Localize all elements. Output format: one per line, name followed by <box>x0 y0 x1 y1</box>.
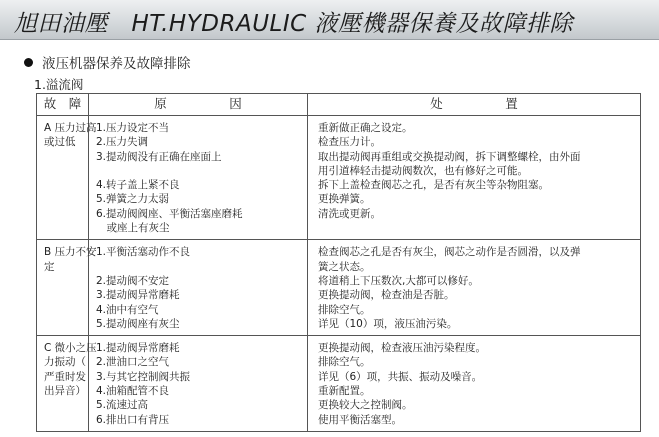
remedy-cell-line: 详见（6）项，共振、振动及噪音。 <box>318 370 483 383</box>
fault-cell <box>37 116 97 240</box>
bullet-icon <box>24 58 33 67</box>
cause-cell-line: 或座上有灰尘 <box>96 222 170 235</box>
remedy-cell-line: 排除空气。 <box>318 303 371 316</box>
remedy-cell-line: 更换较大之控制阀。 <box>318 399 413 412</box>
remedy-cell-line: 清洗或更新。 <box>318 207 381 220</box>
remedy-cell-line: 用引道棒轻击提动阀数次，也有修好之可能。 <box>318 164 528 177</box>
cause-cell-line: 5.弹簧之力太弱 <box>96 193 170 206</box>
cause-cell-line: 5.提动阀座有灰尘 <box>96 317 180 330</box>
cause-cell-line: 1.提动阀异常磨耗 <box>96 342 180 355</box>
remedy-cell-line: 更换提动阀，检查液压油污染程度。 <box>318 342 486 355</box>
header-remedy <box>308 94 641 116</box>
remedy-cell <box>308 240 641 336</box>
troubleshooting-table <box>36 93 641 432</box>
cause-cell-line: 2.泄油口之空气 <box>96 356 170 369</box>
remedy-cell-line: 检查压力计。 <box>318 136 381 149</box>
fault-cell-line: C 微小之压 <box>44 342 97 355</box>
cause-cell-line: 6.提动阀阀座、平衡活塞座磨耗 <box>96 207 243 220</box>
remedy-cell-line: 取出提动阀再重组或交换提动阀，拆下调整螺栓，由外面 <box>318 150 581 163</box>
cause-cell-line: 4.转子盖上紧不良 <box>96 179 180 192</box>
table-body <box>37 116 641 432</box>
remedy-cell-line: 使用平衡活塞型。 <box>318 413 402 426</box>
cause-cell-line <box>96 260 305 274</box>
cause-cell-line: 2.压力失调 <box>96 136 149 149</box>
table-header-row <box>37 94 641 116</box>
cause-cell-line <box>96 164 305 178</box>
header-cause <box>89 94 308 116</box>
cause-cell-line: 2.提动阀不安定 <box>96 274 170 287</box>
header-fault-label: 故 障 <box>43 96 82 112</box>
cause-cell-line: 1.平衡活塞动作不良 <box>96 246 191 259</box>
table-row <box>37 116 641 240</box>
header-banner <box>0 0 659 40</box>
remedy-cell-line: 簧之状态。 <box>318 260 371 273</box>
cause-cell-line: 6.排出口有背压 <box>96 413 170 426</box>
fault-cell-line: 力振动（ <box>44 356 86 369</box>
remedy-cell <box>308 116 641 240</box>
header-fault <box>37 94 89 116</box>
cause-cell-line: 3.提动阀没有正确在座面上 <box>96 150 222 163</box>
banner-title: 旭田油壓 HT.HYDRAULIC 液壓機器保養及故障排除 <box>14 11 573 37</box>
remedy-cell-line: 拆下上盖检查阀芯之孔，是否有灰尘等杂物阻塞。 <box>318 179 549 192</box>
remedy-cell-line: 重新做正确之设定。 <box>318 122 413 134</box>
cause-cell <box>89 240 308 336</box>
cause-cell-line: 1.压力设定不当 <box>96 122 170 134</box>
fault-cell-line: 或过低 <box>44 136 76 149</box>
header-cause-label: 原 因 <box>154 96 242 112</box>
remedy-cell-line: 重新配置。 <box>318 385 371 398</box>
cause-cell-line: 4.油箱配管不良 <box>96 385 170 398</box>
fault-cell-line: 定 <box>44 260 55 273</box>
cause-cell-line: 3.与其它控制阀共振 <box>96 370 191 383</box>
header-remedy-label: 处 置 <box>430 96 518 112</box>
remedy-cell-line: 检查阀芯之孔是否有灰尘，阀芯之动作是否圆滑，以及弹 <box>318 246 581 259</box>
cause-cell-line: 5.流速过高 <box>96 399 149 412</box>
remedy-cell-line: 更换提动阀，检查油是否脏。 <box>318 289 455 302</box>
fault-cell <box>37 240 97 336</box>
remedy-cell <box>308 336 641 432</box>
remedy-cell-line: 排除空气。 <box>318 356 371 369</box>
fault-cell-line: B 压力不安 <box>44 246 97 259</box>
cause-cell <box>89 336 308 432</box>
section-heading <box>24 52 191 72</box>
section-title: 液压机器保养及故障排除 <box>42 56 191 72</box>
remedy-cell-line: 详见（10）项，液压油污染。 <box>318 317 458 330</box>
remedy-cell-line: 更换弹簧。 <box>318 193 371 206</box>
remedy-cell-line: 将道稍上下压数次,大都可以修好。 <box>318 274 479 287</box>
table-row <box>37 240 641 336</box>
fault-cell-line: 严重时发 <box>44 370 86 383</box>
table-row <box>37 336 641 432</box>
fault-cell-line: A 压力过高 <box>44 122 97 134</box>
cause-cell-line: 3.提动阀异常磨耗 <box>96 289 180 302</box>
sub-heading: 1.溢流阀 <box>34 77 84 92</box>
cause-cell <box>89 116 308 240</box>
cause-cell-line: 4.油中有空气 <box>96 303 159 316</box>
fault-cell <box>37 336 97 432</box>
fault-cell-line: 出异音） <box>44 385 86 398</box>
